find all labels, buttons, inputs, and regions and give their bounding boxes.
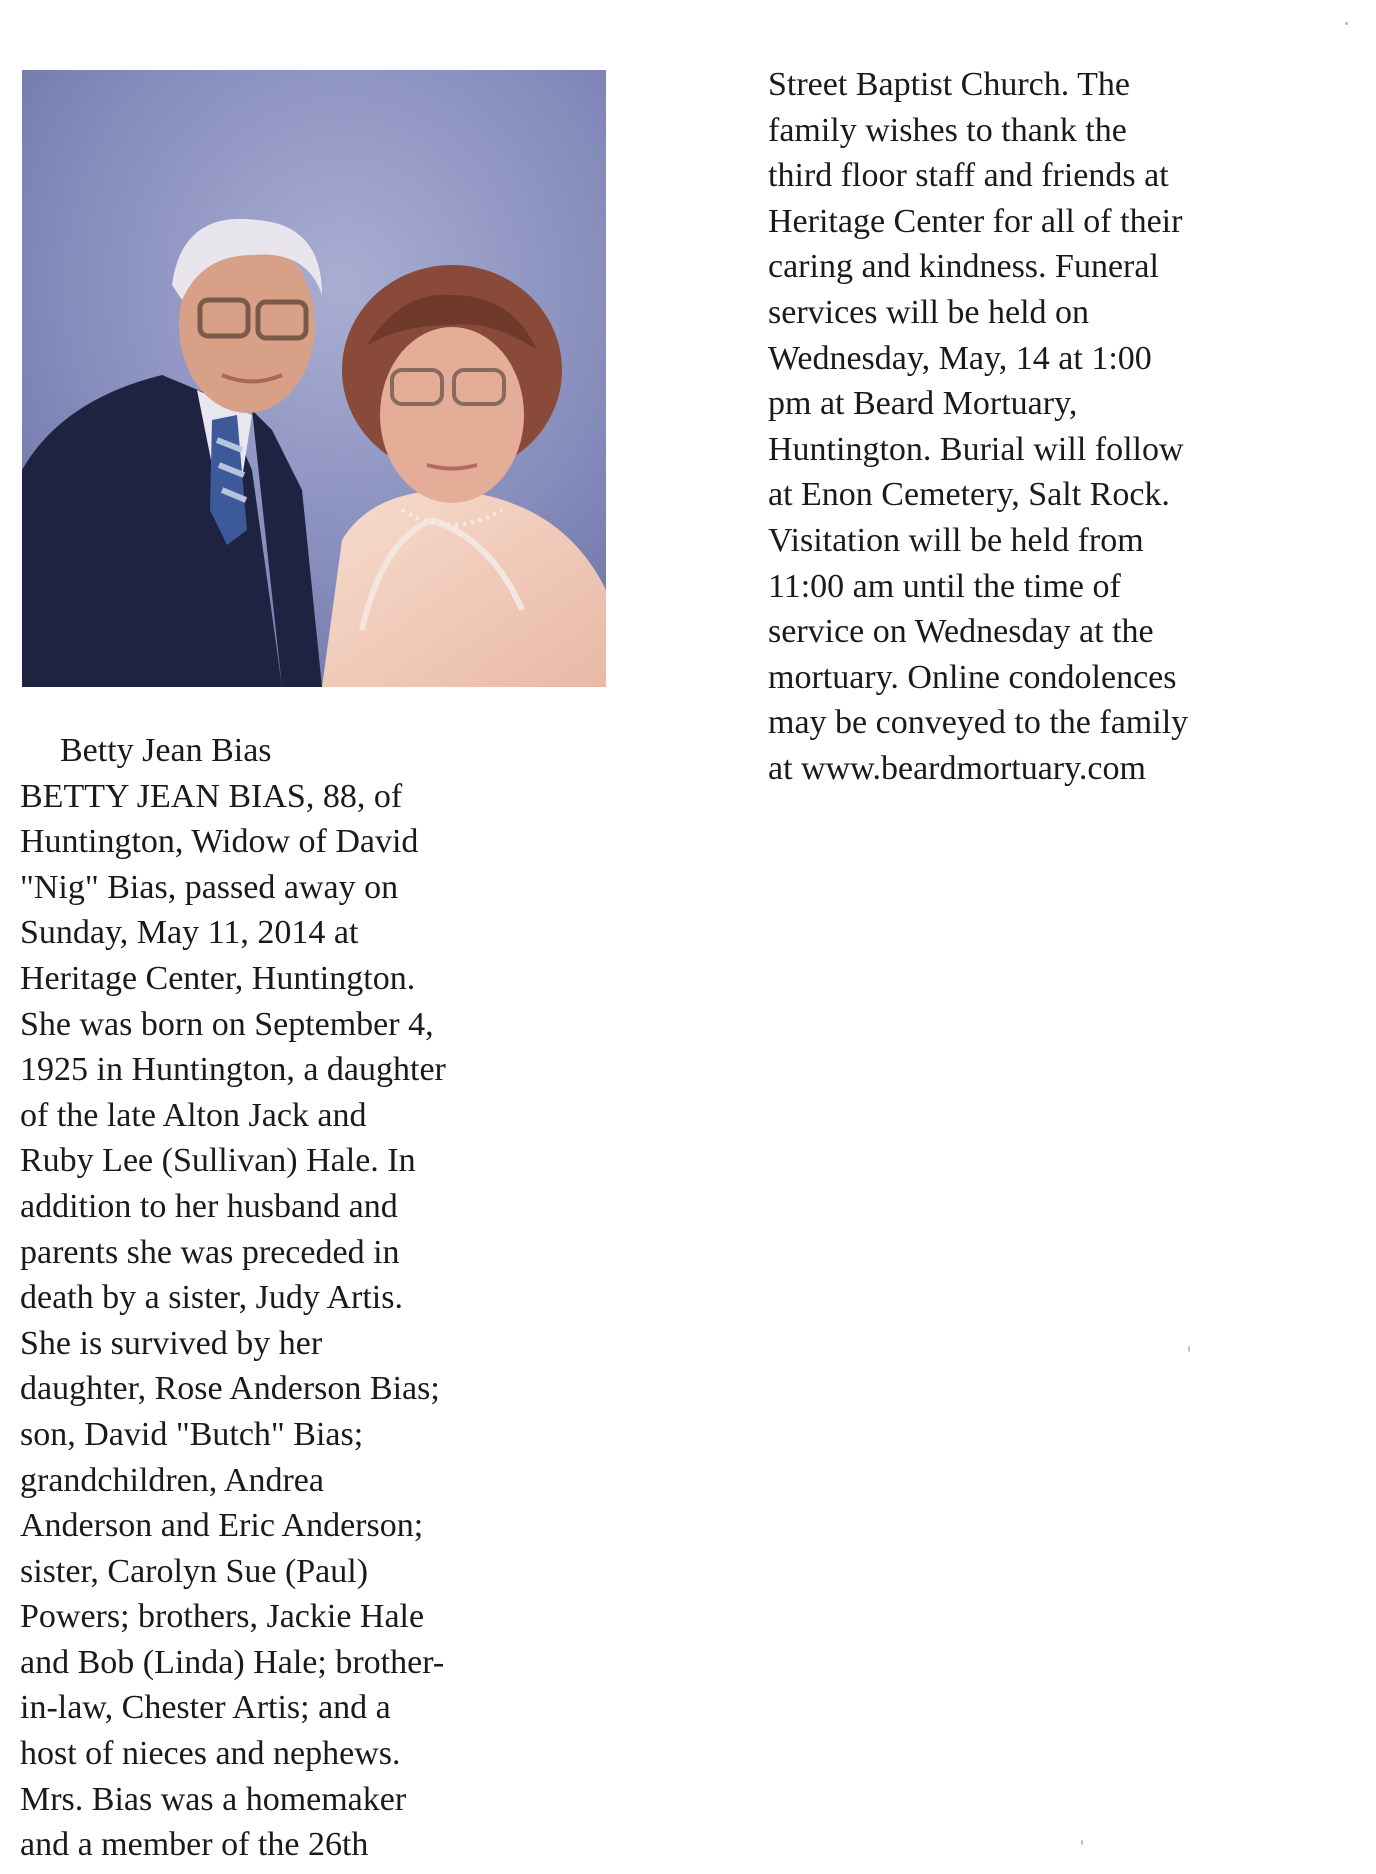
text-line: "Nig" Bias, passed away on — [20, 868, 399, 906]
text-line: Heritage Center, Huntington. — [20, 959, 416, 997]
text-line: caring and kindness. Funeral — [768, 248, 1159, 286]
text-line: sister, Carolyn Sue (Paul) — [20, 1552, 369, 1590]
text-line: death by a sister, Judy Artis. — [20, 1279, 403, 1317]
text-line: service on Wednesday at the — [768, 613, 1154, 651]
obituary-heading: Betty Jean Bias — [60, 732, 272, 769]
text-line: daughter, Rose Anderson Bias; — [20, 1370, 440, 1408]
text-line: family wishes to thank the — [768, 111, 1127, 149]
text-line: Ruby Lee (Sullivan) Hale. In — [20, 1142, 416, 1180]
text-line: pm at Beard Mortuary, — [768, 385, 1078, 423]
obituary-left-column — [20, 728, 446, 1868]
scan-speck — [1188, 1346, 1190, 1352]
text-line: Heritage Center for all of their — [768, 202, 1183, 240]
text-line: BETTY JEAN BIAS, 88, of — [20, 777, 403, 815]
couple-portrait-photo — [22, 70, 606, 687]
text-line: She was born on September 4, — [20, 1005, 434, 1043]
obituary-photo — [22, 70, 606, 687]
text-line: Sunday, May 11, 2014 at — [20, 914, 359, 952]
text-line: third floor staff and friends at — [768, 157, 1169, 195]
text-line: Huntington. Burial will follow — [768, 430, 1184, 468]
text-line: and Bob (Linda) Hale; brother- — [20, 1643, 445, 1681]
text-line: Mrs. Bias was a homemaker — [20, 1780, 407, 1818]
text-line: Anderson and Eric Anderson; — [20, 1507, 424, 1545]
text-line: Street Baptist Church. The — [768, 66, 1130, 103]
text-line: 11:00 am until the time of — [768, 567, 1121, 605]
text-line: in-law, Chester Artis; and a — [20, 1689, 391, 1727]
text-line: Huntington, Widow of David — [20, 823, 419, 861]
text-line: 1925 in Huntington, a daughter — [20, 1051, 446, 1089]
text-line: son, David "Butch" Bias; — [20, 1415, 364, 1453]
text-line: of the late Alton Jack and — [20, 1096, 367, 1134]
text-line: grandchildren, Andrea — [20, 1461, 324, 1499]
text-line: Wednesday, May, 14 at 1:00 — [768, 339, 1152, 377]
scan-speck — [1345, 22, 1348, 25]
text-line: at Enon Cemetery, Salt Rock. — [768, 476, 1170, 514]
obituary-right-column — [768, 62, 1188, 792]
text-line: Visitation will be held from — [768, 521, 1144, 559]
text-line: addition to her husband and — [20, 1187, 398, 1225]
text-line: mortuary. Online condolences — [768, 658, 1177, 696]
text-line: parents she was preceded in — [20, 1233, 400, 1271]
text-line: and a member of the 26th — [20, 1826, 369, 1864]
text-line: may be conveyed to the family — [768, 704, 1189, 742]
scan-speck — [1081, 1840, 1083, 1845]
website-link-text: at www.beardmortuary.com — [768, 749, 1146, 787]
text-line: She is survived by her — [20, 1324, 323, 1362]
text-line: services will be held on — [768, 293, 1090, 331]
text-line: Powers; brothers, Jackie Hale — [20, 1598, 425, 1636]
text-line: host of nieces and nephews. — [20, 1735, 401, 1773]
